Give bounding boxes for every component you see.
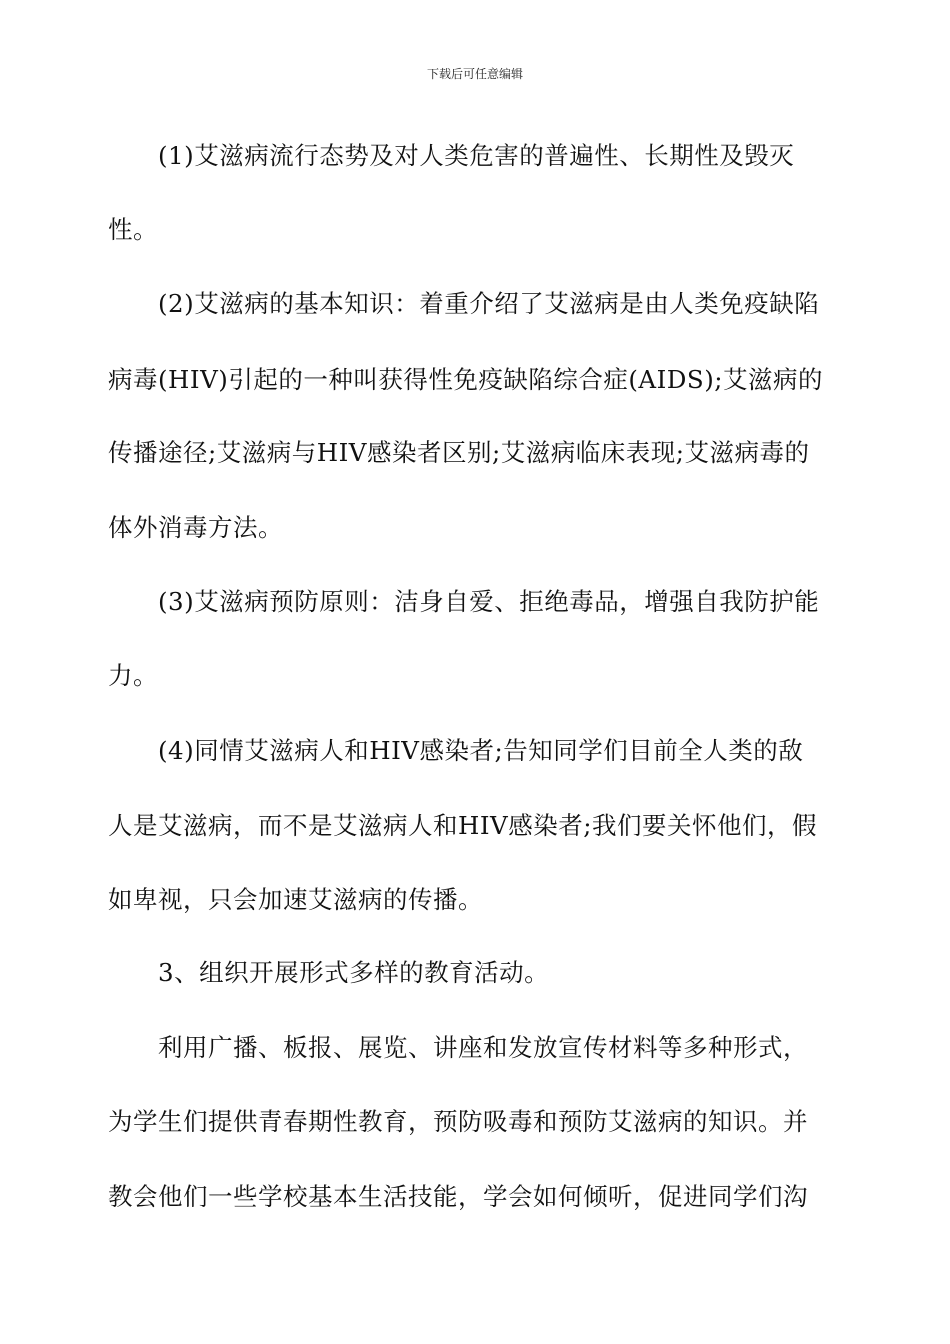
text-line: 力。 xyxy=(108,661,158,690)
text-line: 病毒(HIV)引起的一种叫获得性免疫缺陷综合症(AIDS);艾滋病的 xyxy=(108,365,824,394)
text-line: (1)艾滋病流行态势及对人类危害的普遍性、长期性及毁灭 xyxy=(158,141,795,170)
text-line: 人是艾滋病，而不是艾滋病人和HIV感染者;我们要关怀他们，假 xyxy=(108,811,817,840)
text-line: (4)同情艾滋病人和HIV感染者;告知同学们目前全人类的敌 xyxy=(158,736,804,765)
text-line: 传播途径;艾滋病与HIV感染者区别;艾滋病临床表现;艾滋病毒的 xyxy=(108,438,810,467)
text-line: (2)艾滋病的基本知识：着重介绍了艾滋病是由人类免疫缺陷 xyxy=(158,289,820,318)
text-line: 利用广播、板报、展览、讲座和发放宣传材料等多种形式， xyxy=(158,1033,808,1062)
text-line: 如卑视，只会加速艾滋病的传播。 xyxy=(108,885,483,914)
text-line: 教会他们一些学校基本生活技能，学会如何倾听，促进同学们沟 xyxy=(108,1182,808,1211)
page-header: 下载后可任意编辑 xyxy=(426,67,523,81)
text-line: 为学生们提供青春期性教育，预防吸毒和预防艾滋病的知识。并 xyxy=(108,1107,808,1136)
text-line: 性。 xyxy=(108,215,158,244)
text-line: 体外消毒方法。 xyxy=(108,513,283,542)
text-line: (3)艾滋病预防原则：洁身自爱、拒绝毒品，增强自我防护能 xyxy=(158,587,820,616)
section-heading: 3、组织开展形式多样的教育活动。 xyxy=(158,958,550,987)
